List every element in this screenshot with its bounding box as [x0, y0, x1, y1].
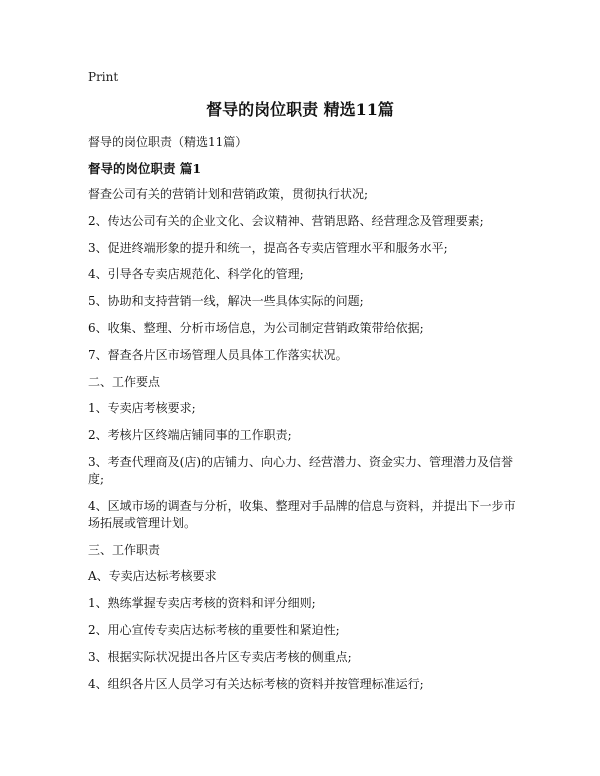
document-title: 督导的岗位职责 精选11篇: [206, 100, 394, 119]
body-line: 6、收集、整理、分析市场信息，为公司制定营销政策带给依据;: [88, 320, 424, 335]
body-line: 4、区域市场的调查与分析，收集、整理对手品牌的信息与资料，并提出下一步市场拓展或管理计划。: [88, 498, 516, 530]
subsection-heading-a: A、专卖店达标考核要求: [88, 569, 217, 584]
document-subtitle: 督导的岗位职责（精选11篇）: [88, 135, 248, 149]
body-line: 2、传达公司有关的企业文化、会议精神、营销思路、经营理念及管理要素;: [88, 213, 484, 228]
body-line: 2、用心宣传专卖店达标考核的重要性和紧迫性;: [88, 622, 340, 637]
section-heading-3: 三、工作职责: [88, 542, 161, 557]
body-line: 3、考查代理商及(店)的店铺力、向心力、经营潜力、资金实力、管理潜力及信誉度;: [88, 454, 514, 486]
body-line: 4、引导各专卖店规范化、科学化的管理;: [88, 267, 304, 282]
body-line: 5、协助和支持营销一线，解决一些具体实际的问题;: [88, 294, 364, 309]
document-body: [88, 186, 520, 702]
body-line: 1、专卖店考核要求;: [88, 401, 196, 416]
body-line: 1、熟练掌握专卖店考核的资料和评分细则;: [88, 596, 316, 611]
print-label: Print: [88, 70, 119, 84]
section-heading: 督导的岗位职责 篇1: [88, 161, 202, 176]
body-line: 4、组织各片区人员学习有关达标考核的资料并按管理标准运行;: [88, 676, 424, 691]
body-line: 督查公司有关的营销计划和营销政策，贯彻执行状况;: [88, 187, 369, 201]
body-line: 2、考核片区终端店铺同事的工作职责;: [88, 428, 292, 443]
body-line: 3、促进终端形象的提升和统一，提高各专卖店管理水平和服务水平;: [88, 240, 448, 255]
body-line: 7、督查各片区市场管理人员具体工作落实状况。: [88, 347, 348, 362]
section-heading-2: 二、工作要点: [88, 374, 161, 389]
body-line: 3、根据实际状况提出各片区专卖店考核的侧重点;: [88, 649, 352, 664]
